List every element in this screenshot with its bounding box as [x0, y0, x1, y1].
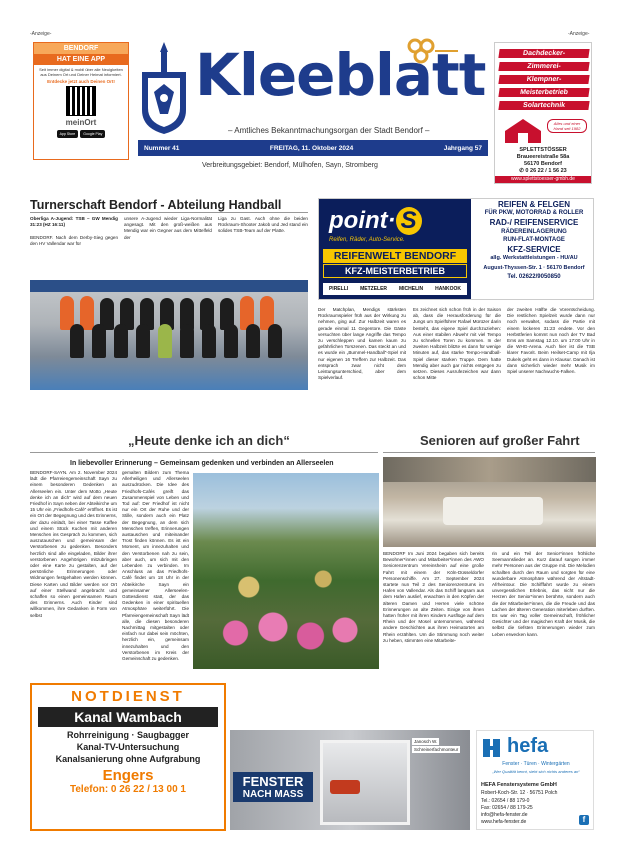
- kanal-phone[interactable]: Telefon: 0 26 22 / 13 00 1: [70, 784, 186, 795]
- distribution-area: Verbreitungsgebiet: Bendorf, Mülhofen, Sayn, Stromberg: [202, 162, 378, 169]
- masthead-title: Kleeblatt: [195, 41, 486, 109]
- masthead-subtitle: – Amtliches Bekanntmachungsorgan der Stadt Bendorf –: [228, 126, 430, 135]
- roof-ad-company: SPLETTSTÖSSER: [519, 147, 567, 153]
- app-store-badge[interactable]: App Store: [57, 130, 79, 138]
- point-s-logo: point· S: [329, 207, 422, 235]
- app-advertisement[interactable]: [33, 42, 129, 160]
- roof-ad-street: Braueereistraße 58a: [516, 154, 570, 160]
- handball-team-photo: [30, 280, 308, 390]
- hall-banner: [30, 280, 308, 292]
- article-handball-col4: Der Matchplan, Mendigs stärksten Rückraumspieler früh aus der Wirkung zu nehmen, ging auf. Zur Halbzeit waren es gerade einmal 11 Gegentore. Die Gäste versuchten über lange Angriffe das Tempo zu verschleppen und kamen kaum zu gefährlichen Torszenen. Das steckt an und es wurde ein „Bummel-Handball“-Spiel mit nur eigenen 16 Treffern zur Halbzeit. Das entsprach zwar nicht dem Leistungsunterschied, aber dem Spielverlauf.: [318, 307, 406, 381]
- meinort-logo: meinOrt: [65, 118, 97, 127]
- splettstoesser-advertisement[interactable]: [494, 42, 592, 184]
- hefa-street: Robert-Koch-Str. 12 · 56751 Polch: [481, 790, 558, 796]
- google-play-badge[interactable]: Google Play: [80, 130, 105, 138]
- roof-ad-line: Solartechnik: [498, 101, 589, 110]
- app-ad-subtitle: HAT EINE APP: [34, 54, 128, 65]
- tire-brand-logos: PIRELLI METZELER MICHELIN HANKOOK: [323, 283, 467, 295]
- headline-divider: [383, 452, 595, 453]
- article-handball-col6: der zweiten Hälfte die Vorentscheidung. Die restlichen Spielzeit wurde dann nur noch verwaltet, sodass die Partie mit einem lockeren 31:23 endete. Vor den Herbstferien kommt nun noch der TV Bad Ems am Samstag 12.10. um 17:00 Uhr in die WHG-Arena. Auch hier ist die TSB klarer Favorit. Beim Heilset-Camp mit Ilja Dukels geht es dann in Klausur. Danach ist dann sicherlich wieder mehr Musik im Spiel unserer Nachwuchs-Falken.: [507, 307, 595, 375]
- clover-decoration-icon: [400, 36, 460, 66]
- facebook-icon[interactable]: f: [579, 815, 589, 825]
- hefa-wordmark: hefa: [507, 735, 549, 757]
- kanal-service-line: Kanalsanierung ohne Aufgrabung: [55, 754, 201, 764]
- roof-ad-phone: ✆ 0 26 22 / 1 56 23: [519, 168, 567, 174]
- article-handball-col2: unsere A-Jugend wieder Liga-Normalität angesagt. Mit den groß-weißen aus Mendig war ein Gegner aus dem Mittelfeld der: [124, 216, 212, 240]
- kanal-wambach-advertisement[interactable]: [30, 683, 226, 831]
- article-handball-lead: Oberliga A-Jugend: TSB – GW Mendig 31:23 (HZ 16:11): [30, 216, 118, 228]
- fenster-nach-mass-advertisement[interactable]: [230, 730, 470, 830]
- roof-ad-city: 56170 Bendorf: [524, 161, 562, 167]
- article-allerseelen-headline: „Heute denke ich an dich“: [128, 433, 290, 448]
- issue-jahrgang: Jahrgang 57: [443, 144, 482, 152]
- headline-divider: [30, 452, 378, 453]
- article-handball-col3: Liga zu Gast. Auch ohne die beiden Rückraum-Shooter Jakob und Jed stand ein solides TSB-Team auf der Platte.: [218, 216, 308, 234]
- kanal-city: Engers: [102, 767, 154, 784]
- roof-ad-line: Meisterbetrieb: [498, 88, 589, 97]
- article-allerseelen-col2: gemalten Bildern zum Thema Allerheiligen und Allerseelen auszudrücken. Die Idee des Friedhofs-Cafés greift das Zusammenspiel von Leben und Tod auf: Der Friedhof ist nicht nur ein Ort der Ruhe und der Stille, sondern auch ein Platz der Begegnung, an dem sich Menschen treffen, Erinnerungen austauschen und miteinander Trost finden können. Es ist ein Moment, um innezuhalten und den Verstorbenen nah zu sein, aber auch, um sich mit den Lebenden zu verbinden. Im Anschluss an das Friedhofs-Café findet um 18 Uhr in der Abteikirche Sayn ein gemeinsamer Allerseelen-Gottesdienst statt, der das Gedenken in einer spirituellen Atmosphäre weiterführt. Die Pfarreiengemeinschaft Sayn lädt alle, die diesen besonderen Nachmittag mitgestalten oder einfach nur dabei sein möchten, herzlich ein, gemeinsam innezuhalten und den Verstorbenen im Kreis der Gemeinschaft zu gedenken.: [122, 470, 189, 662]
- roof-ad-badge: Alles und einer Hand seit 1982: [547, 119, 587, 133]
- point-s-name: REIFENWELT BENDORF: [323, 249, 467, 263]
- article-allerseelen-col1: BENDORF-SAYN. Am 2. November 2024 lädt die Pfarreiengemeinschaft Sayn zu einem besonderen Gedenken an Allerseelen ein. Unter dem Motto „Heute denke ich an dich“ wird auf dem neuen Friedhof in Sayn neben der Abteikirche um 15 Uhr ein „Friedhofs-Café“ eröffnet. Es ist ein Ort der Begegnung und des Erinnerns, der dazu einlädt, bei einer Tasse Kaffee und einem Stück Kuchen mit anderen Menschen ins Gespräch zu kommen, sich auszutauschen und gemeinsam der Verstorbenen zu gedenken. Besonders herzlich sind alle eingeladen, Bilder ihrer verstorbenen Angehörigen mitzubringen oder eine Karte zu gestalten, auf der persönliche Erinnerungen oder Widmungen festgehalten werden können. Diese Karten und Bilder werden vor Ort auf einer Stellwand angebracht und schaffen so einen gemeinsamen Raum des Erinnerns. Auch Kinder sind willkommen, ihre Gedanken in Form von selbst: [30, 470, 117, 618]
- app-ad-text: Seit immer digital & mobil über alle Neuigkeiten aus Deinem Ort und Deiner Heimat informiert.: [39, 67, 123, 77]
- app-ad-cta: Entdecke jetzt auch Deinen Ort!: [47, 79, 115, 84]
- qr-code-icon: [67, 87, 95, 115]
- roof-ad-line: Klempner-: [498, 75, 589, 84]
- roof-ad-line: Dachdecker-: [498, 49, 589, 58]
- kanal-name: Kanal Wambach: [38, 707, 218, 727]
- hefa-web[interactable]: www.hefa-fenster.de: [481, 819, 527, 825]
- article-handball-col1: BENDORF. Nach dem Derby-Sieg gegen den HV Vallendar war für: [30, 235, 118, 247]
- hefa-fax: Fax: 02654 / 88 179-25: [481, 805, 533, 811]
- article-senioren-col1: BENDORF Im Juni 2024 begaben sich bereits Bewohner*innen und Mitarbeiter*innen des AWO Seniorenzentrum Vereinsheim auf eine große Fahrt mit einem der Köln-Düsseldorfer Personenschiffe. Am 27. September 2024 startete nun Teil 2 des Seniorenzentrums im Hafen von Vallendar. Als das Schiff langsam aus dem Hafen auslief, erwachten in den Köpfen der älteren Damen und Herren viele schöne Erinnerungen an alte Zeiten. Einige von ihnen hatten früher mit ihren Kindern Ausflüge auf dem Rhein und der Mosel unternommen, während andere Geschichten aus ihren Heimatorten am Rhein erzählten. Um die Stimmung noch weiter zu heben, stimmten eine Mitarbeite-: [383, 551, 484, 643]
- house-logo-icon: [503, 117, 543, 143]
- hefa-tel[interactable]: Tel.: 02654 / 88 179-0: [481, 798, 530, 804]
- hefa-advertisement[interactable]: [476, 730, 594, 830]
- kanal-notdienst: NOTDIENST: [71, 688, 185, 705]
- anzeige-label-left: -Anzeige-: [30, 31, 52, 37]
- article-allerseelen-subheadline: In liebevoller Erinnerung – Gemeinsam gedenken und verbinden an Allerseelen: [70, 460, 334, 467]
- issue-info-bar: [138, 140, 488, 156]
- kanal-service-line: Kanal-TV-Untersuchung: [76, 742, 180, 752]
- article-senioren-col2: rin und ein Teil der Senior*innen fröhliche Seemannslieder an. Kurz darauf sangen immer mehr Personen aus der Gruppe mit. Die Melodien schallten durch den Raum und sorgten für eine wunderbare Atmosphäre während der Altstadt-Afrheintour. Die Schifffahrt wurde zu einem unvergesslichen Erlebnis, das nicht nur die Herzen der Senior*innen berührte, sondern auch die der Mitarbeiter*innen, die die Freude und das Lachen der älteren Generation miterleben durften. Es war ein Tag voller Gemeinschaft, fröhlicher Gesichter und der magischen Kraft der Musik, die selbst die tiefsten Erinnerungen wieder zum Leben erwecken kann.: [492, 551, 595, 637]
- ship-seniors-photo: [383, 457, 596, 547]
- point-s-kfz: KFZ-MEISTERBETRIEB: [323, 264, 467, 278]
- cemetery-flowers-photo: [193, 473, 379, 669]
- hefa-tagline: Fenster · Türen · Wintergärten: [502, 761, 570, 767]
- installer-role-tag: Schreinerfachmonteur: [414, 747, 459, 752]
- hefa-logo-icon: [481, 737, 503, 759]
- article-handball-col5: Es zeichnet sich schon früh in der Saison ab, dass die Herausforderung für die Jungs um Spielführer Rafael Mürüzer darin besteht, das eigene Spiel durchzuziehen: Aus einer stabilen Abwehr mit viel Tempo zu schnellen Toren zu kommen. In der zweiten Halbzeit blitzte es dann für wenige Minuten auf, das starke Tempo-Handball-Spiel dieser starken Truppe. Dem hatte Mendig aber auch gar nichts entgegen zu setzen. Dieses Ausrufezeichen war dann schon Mitte: [413, 307, 501, 381]
- anzeige-label-right: -Anzeige-: [568, 31, 590, 37]
- hefa-mail[interactable]: info@hefa-fenster.de: [481, 812, 528, 818]
- article-senioren-headline: Senioren auf großer Fahrt: [420, 433, 580, 448]
- point-s-advertisement[interactable]: [318, 198, 594, 300]
- kanal-service-line: Rohrreinigung · Saugbagger: [66, 730, 189, 740]
- headline-divider: [30, 212, 308, 213]
- point-s-slogan: Reifen, Räder, Auto-Service.: [329, 237, 405, 243]
- point-s-panel: [319, 199, 471, 299]
- app-ad-title: BENDORF: [34, 43, 128, 54]
- issue-number: Nummer 41: [144, 144, 180, 152]
- installer-name-tag: Janosch W.: [414, 739, 438, 744]
- issue-date: FREITAG, 11. Oktober 2024: [269, 144, 354, 152]
- coat-of-arms-icon: [138, 40, 190, 135]
- hefa-slogan: „Wer Qualität kennt, sieht sich nichts anderes an“: [492, 769, 580, 774]
- fenster-headline-box: FENSTER NACH MASS: [233, 772, 313, 802]
- hefa-company: HEFA Fenstersysteme GmbH: [481, 782, 557, 788]
- drill-icon: [330, 780, 360, 794]
- article-handball-headline: Turnerschaft Bendorf - Abteilung Handball: [30, 198, 282, 212]
- point-s-services: REIFEN & FELGEN FÜR PKW, MOTORRAD & ROLLER RAD-/ REIFENSERVICE RÄDEREINLAGERUNG RUN-FLAT-MONTAGE KFZ-SERVICE allg. Werkstattleistungen - HU/AU August-Thyssen-Str. 1 · 56170 Bendorf Tel. 02622/9050850: [483, 200, 585, 280]
- roof-ad-url[interactable]: www.splettstoesser-gmbh.de: [495, 176, 591, 183]
- roof-ad-line: Zimmerei-: [498, 62, 589, 71]
